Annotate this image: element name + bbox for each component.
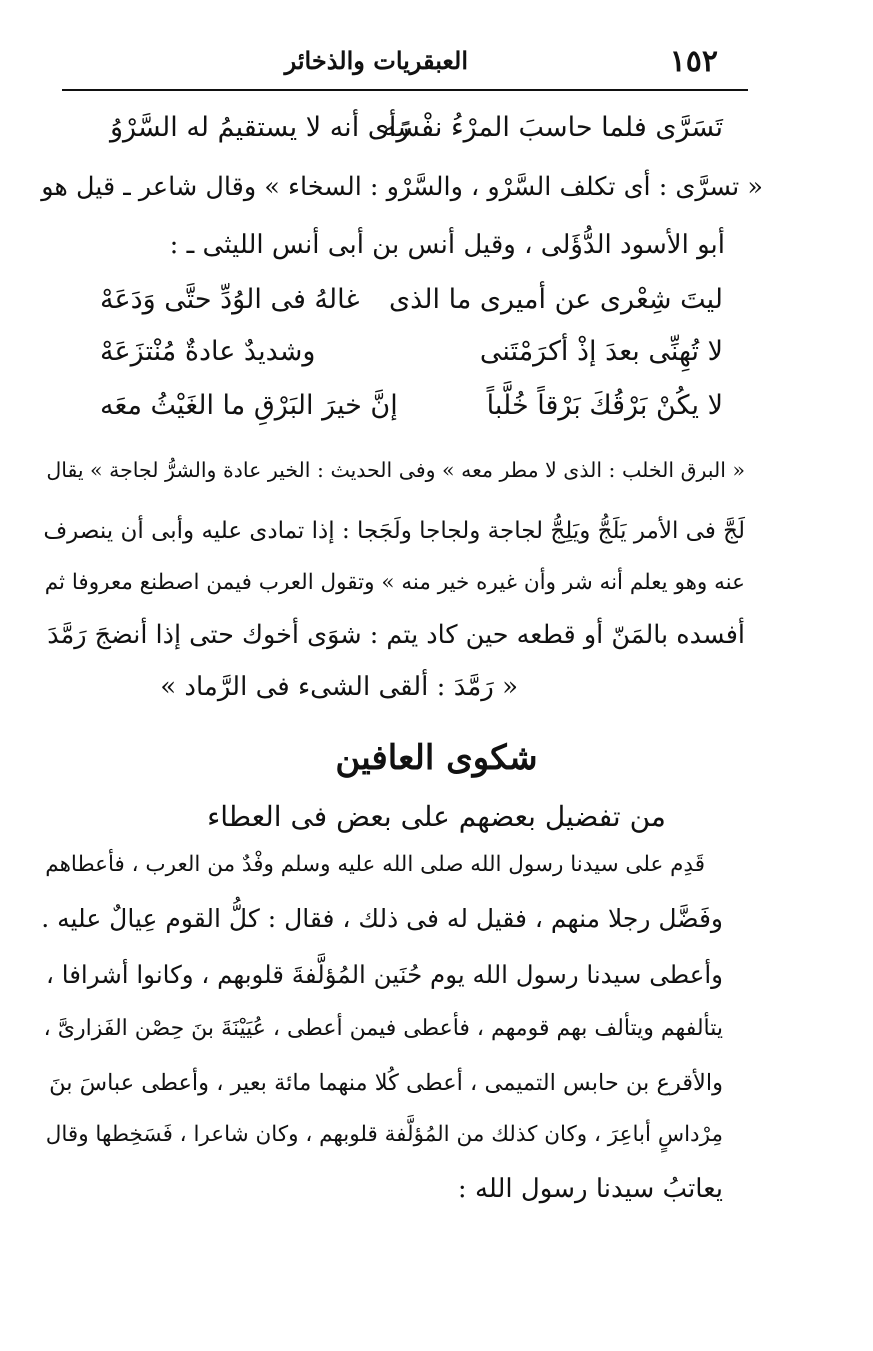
running-title: العبقريات والذخائر — [284, 46, 468, 75]
gloss-2-line: لَجَّ فى الأمر يَلَجُّ ويَلِجُّ لجاجة ولجاجا ولَجَجا : إذا تمادى عليه وأبى أن ينصرف — [43, 518, 745, 544]
section-title: شكوى العافين — [335, 738, 538, 778]
verse-first-hemistich: ليتَ شِعْرى عن أميرى ما الذى — [388, 284, 723, 315]
gloss-2-line: « البرق الخلب : الذى لا مطر معه » وفى الحديث : الخير عادة والشرُّ لجاجة » يقال — [46, 458, 745, 482]
verse-second-hemistich: إنَّ خيرَ البَرْقِ ما الغَيْثُ معَه — [100, 390, 398, 421]
paragraph-line: قَدِم على سيدنا رسول الله صلى الله عليه وسلم وفْدٌ من العرب ، فأعطاهم — [45, 852, 705, 877]
gloss-1-line: أبو الأسود الدُّؤَلى ، وقيل أنس بن أبى أنس الليثى ـ : — [169, 230, 725, 260]
verse-1-second-hemistich: رَأى أنه لا يستقيمُ له السَّرْوُ — [110, 112, 410, 143]
paragraph-line: يتألفهم ويتألف بهم قومهم ، فأعطى فيمن أعطى ، عُيَيْنَةَ بنَ حِصْن الفَزارىَّ ، — [43, 1016, 723, 1041]
verse-second-hemistich: غالهُ فى الوُدِّ حتَّى وَدَعَهْ — [100, 284, 360, 315]
paragraph-line: وفَضَّل رجلا منهم ، فقيل له فى ذلك ، فقال : كلُّ القوم عِيالٌ عليه . — [41, 904, 723, 933]
gloss-2-line: « رَمَّدَ : ألقى الشىء فى الرَّماد » — [160, 672, 518, 702]
verse-second-hemistich: وشديدٌ عادةٌ مُنْتزَعَهْ — [100, 336, 316, 367]
header-rule — [62, 89, 748, 91]
section-subtitle: من تفضيل بعضهم على بعض فى العطاء — [207, 800, 666, 833]
paragraph-line: مِرْداسٍ أباعِرَ ، وكان كذلك من المُؤلَّفة قلوبهم ، وكان شاعرا ، فَسَخِطها وقال — [45, 1122, 723, 1147]
paragraph-line: يعاتبُ سيدنا رسول الله : — [457, 1174, 723, 1204]
paragraph-line: وأعطى سيدنا رسول الله يوم حُنَين المُؤلَّفةَ قلوبهم ، وكانوا أشرافا ، — [46, 960, 723, 989]
gloss-2-line: عنه وهو يعلم أنه شر وأن غيره خير منه » وتقول العرب فيمن اصطنع معروفا ثم — [44, 570, 745, 595]
verse-first-hemistich: لا تُهِنِّى بعدَ إذْ أكرَمْتَنى — [479, 336, 723, 367]
page-number: ١٥٢ — [669, 44, 718, 79]
paragraph-line: والأقرع بن حابس التميمى ، أعطى كُلا منهما مائة بعير ، وأعطى عباسَ بنَ — [49, 1070, 723, 1096]
verse-first-hemistich: لا يكُنْ بَرْقُكَ بَرْقاً خُلَّباً — [486, 390, 723, 421]
gloss-2-line: أفسده بالمَنّ أو قطعه حين كاد يتم : شوَى أخوك حتى إذا أنضجَ رَمَّدَ — [47, 620, 745, 650]
page-header — [62, 40, 748, 88]
verse-1-first-hemistich: تَسَرَّى فلما حاسبَ المرْءُ نفْسَه — [382, 112, 723, 143]
gloss-1-line: « تسرَّى : أى تكلف السَّرْو ، والسَّرْو : السخاء » وقال شاعر ـ قيل هو — [41, 172, 763, 202]
